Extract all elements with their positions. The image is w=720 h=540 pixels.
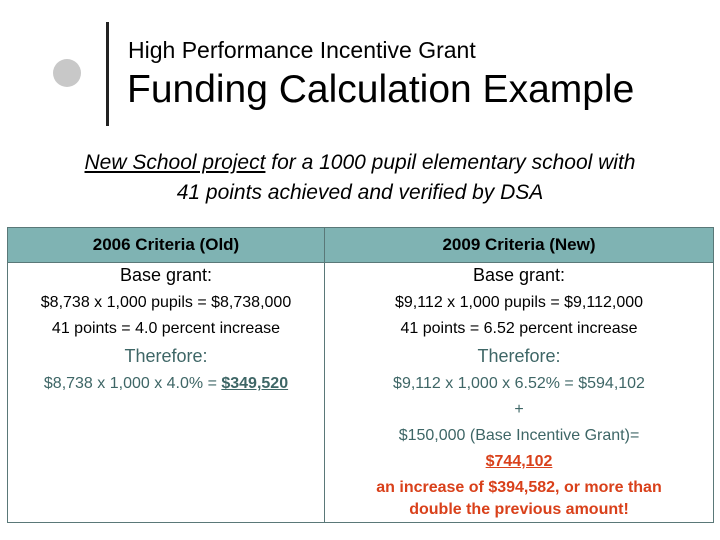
incentive-grant: $150,000 (Base Incentive Grant)=	[398, 427, 640, 444]
therefore-label: Therefore:	[477, 346, 561, 366]
divider	[106, 22, 109, 126]
intro-line-1	[0, 151, 720, 175]
base-calc: $8,738 x 1,000 pupils = $8,738,000	[40, 294, 292, 311]
increase-note-2: double the previous amount!	[409, 501, 629, 518]
header-old: 2006 Criteria (Old)	[8, 228, 324, 263]
page-title: Funding Calculation Example	[127, 68, 635, 111]
new-column	[325, 262, 713, 522]
base-label: Base grant:	[472, 265, 566, 285]
plus-sign: +	[514, 401, 524, 418]
new-school-project-link[interactable]: New School project	[84, 151, 266, 174]
points: 41 points = 4.0 percent increase	[51, 320, 281, 337]
therefore-label: Therefore:	[124, 346, 208, 366]
final-calc-text: $8,738 x 1,000 x 4.0% =	[43, 375, 222, 392]
header-new: 2009 Criteria (New)	[325, 228, 713, 263]
intro-text: for a 1000 pupil elementary school with	[265, 151, 636, 174]
new-result: $744,102	[485, 453, 553, 470]
intro-line-2: 41 points achieved and verified by DSA	[176, 181, 544, 204]
final-calc	[8, 375, 324, 393]
comparison-table	[7, 227, 714, 523]
final-calc: $9,112 x 1,000 x 6.52% = $594,102	[393, 375, 645, 392]
old-column	[8, 262, 324, 522]
old-result: $349,520	[221, 375, 289, 392]
subtitle: High Performance Incentive Grant	[128, 37, 476, 63]
increase-note-1: an increase of $394,582, or more than	[376, 479, 662, 496]
bullet-circle-icon	[53, 59, 81, 87]
points: 41 points = 6.52 percent increase	[400, 320, 638, 337]
base-label: Base grant:	[119, 265, 213, 285]
base-calc: $9,112 x 1,000 pupils = $9,112,000	[394, 294, 644, 311]
